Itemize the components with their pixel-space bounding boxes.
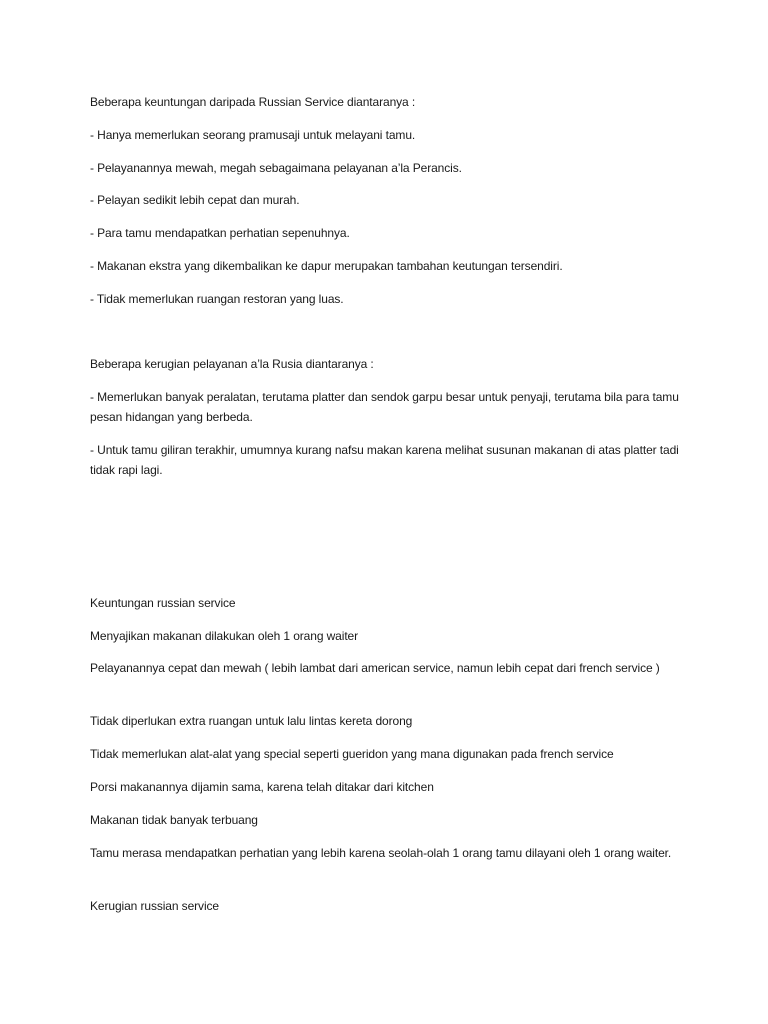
section2-heading: Beberapa kerugian pelayanan a’la Rusia diantaranya :	[90, 357, 374, 371]
section3-item-3: Tidak diperlukan extra ruangan untuk lalu lintas kereta dorong	[90, 714, 413, 728]
section3-item-1: Menyajikan makanan dilakukan oleh 1 orang waiter	[90, 629, 359, 643]
section1-item-2: - Pelayanannya mewah, megah sebagaimana pelayanan a’la Perancis.	[90, 161, 462, 175]
section3-item-2: Pelayanannya cepat dan mewah ( lebih lambat dari american service, namun lebih cepat dari french service )	[90, 661, 660, 675]
section3-item-4: Tidak memerlukan alat-alat yang special seperti gueridon yang mana digunakan pada french service	[90, 747, 614, 761]
section3-item-5: Porsi makanannya dijamin sama, karena telah ditakar dari kitchen	[90, 780, 434, 794]
section1-item-5: - Makanan ekstra yang dikembalikan ke dapur merupakan tambahan keutungan tersendiri.	[90, 259, 563, 273]
section3-heading: Keuntungan russian service	[90, 596, 236, 610]
section4-heading: Kerugian russian service	[90, 899, 219, 913]
section3-item-6: Makanan tidak banyak terbuang	[90, 813, 258, 827]
section1-heading: Beberapa keuntungan daripada Russian Service diantaranya :	[90, 95, 416, 109]
section1-item-4: - Para tamu mendapatkan perhatian sepenuhnya.	[90, 226, 350, 240]
section1-item-1: - Hanya memerlukan seorang pramusaji untuk melayani tamu.	[90, 128, 416, 142]
section1-item-3: - Pelayan sedikit lebih cepat dan murah.	[90, 193, 300, 207]
section3-item-7: Tamu merasa mendapatkan perhatian yang lebih karena seolah-olah 1 orang tamu dilayani oleh 1 orang waiter.	[90, 846, 672, 860]
section2-item-1: - Memerlukan banyak peralatan, terutama platter dan sendok garpu besar untuk penyaji, terutama bila para tamu pesan hidangan yang berbeda.	[90, 390, 679, 424]
section2-item-2: - Untuk tamu giliran terakhir, umumnya kurang nafsu makan karena melihat susunan makanan di atas platter tadi tidak rapi lagi.	[90, 443, 679, 477]
section1-item-6: - Tidak memerlukan ruangan restoran yang luas.	[90, 292, 344, 306]
